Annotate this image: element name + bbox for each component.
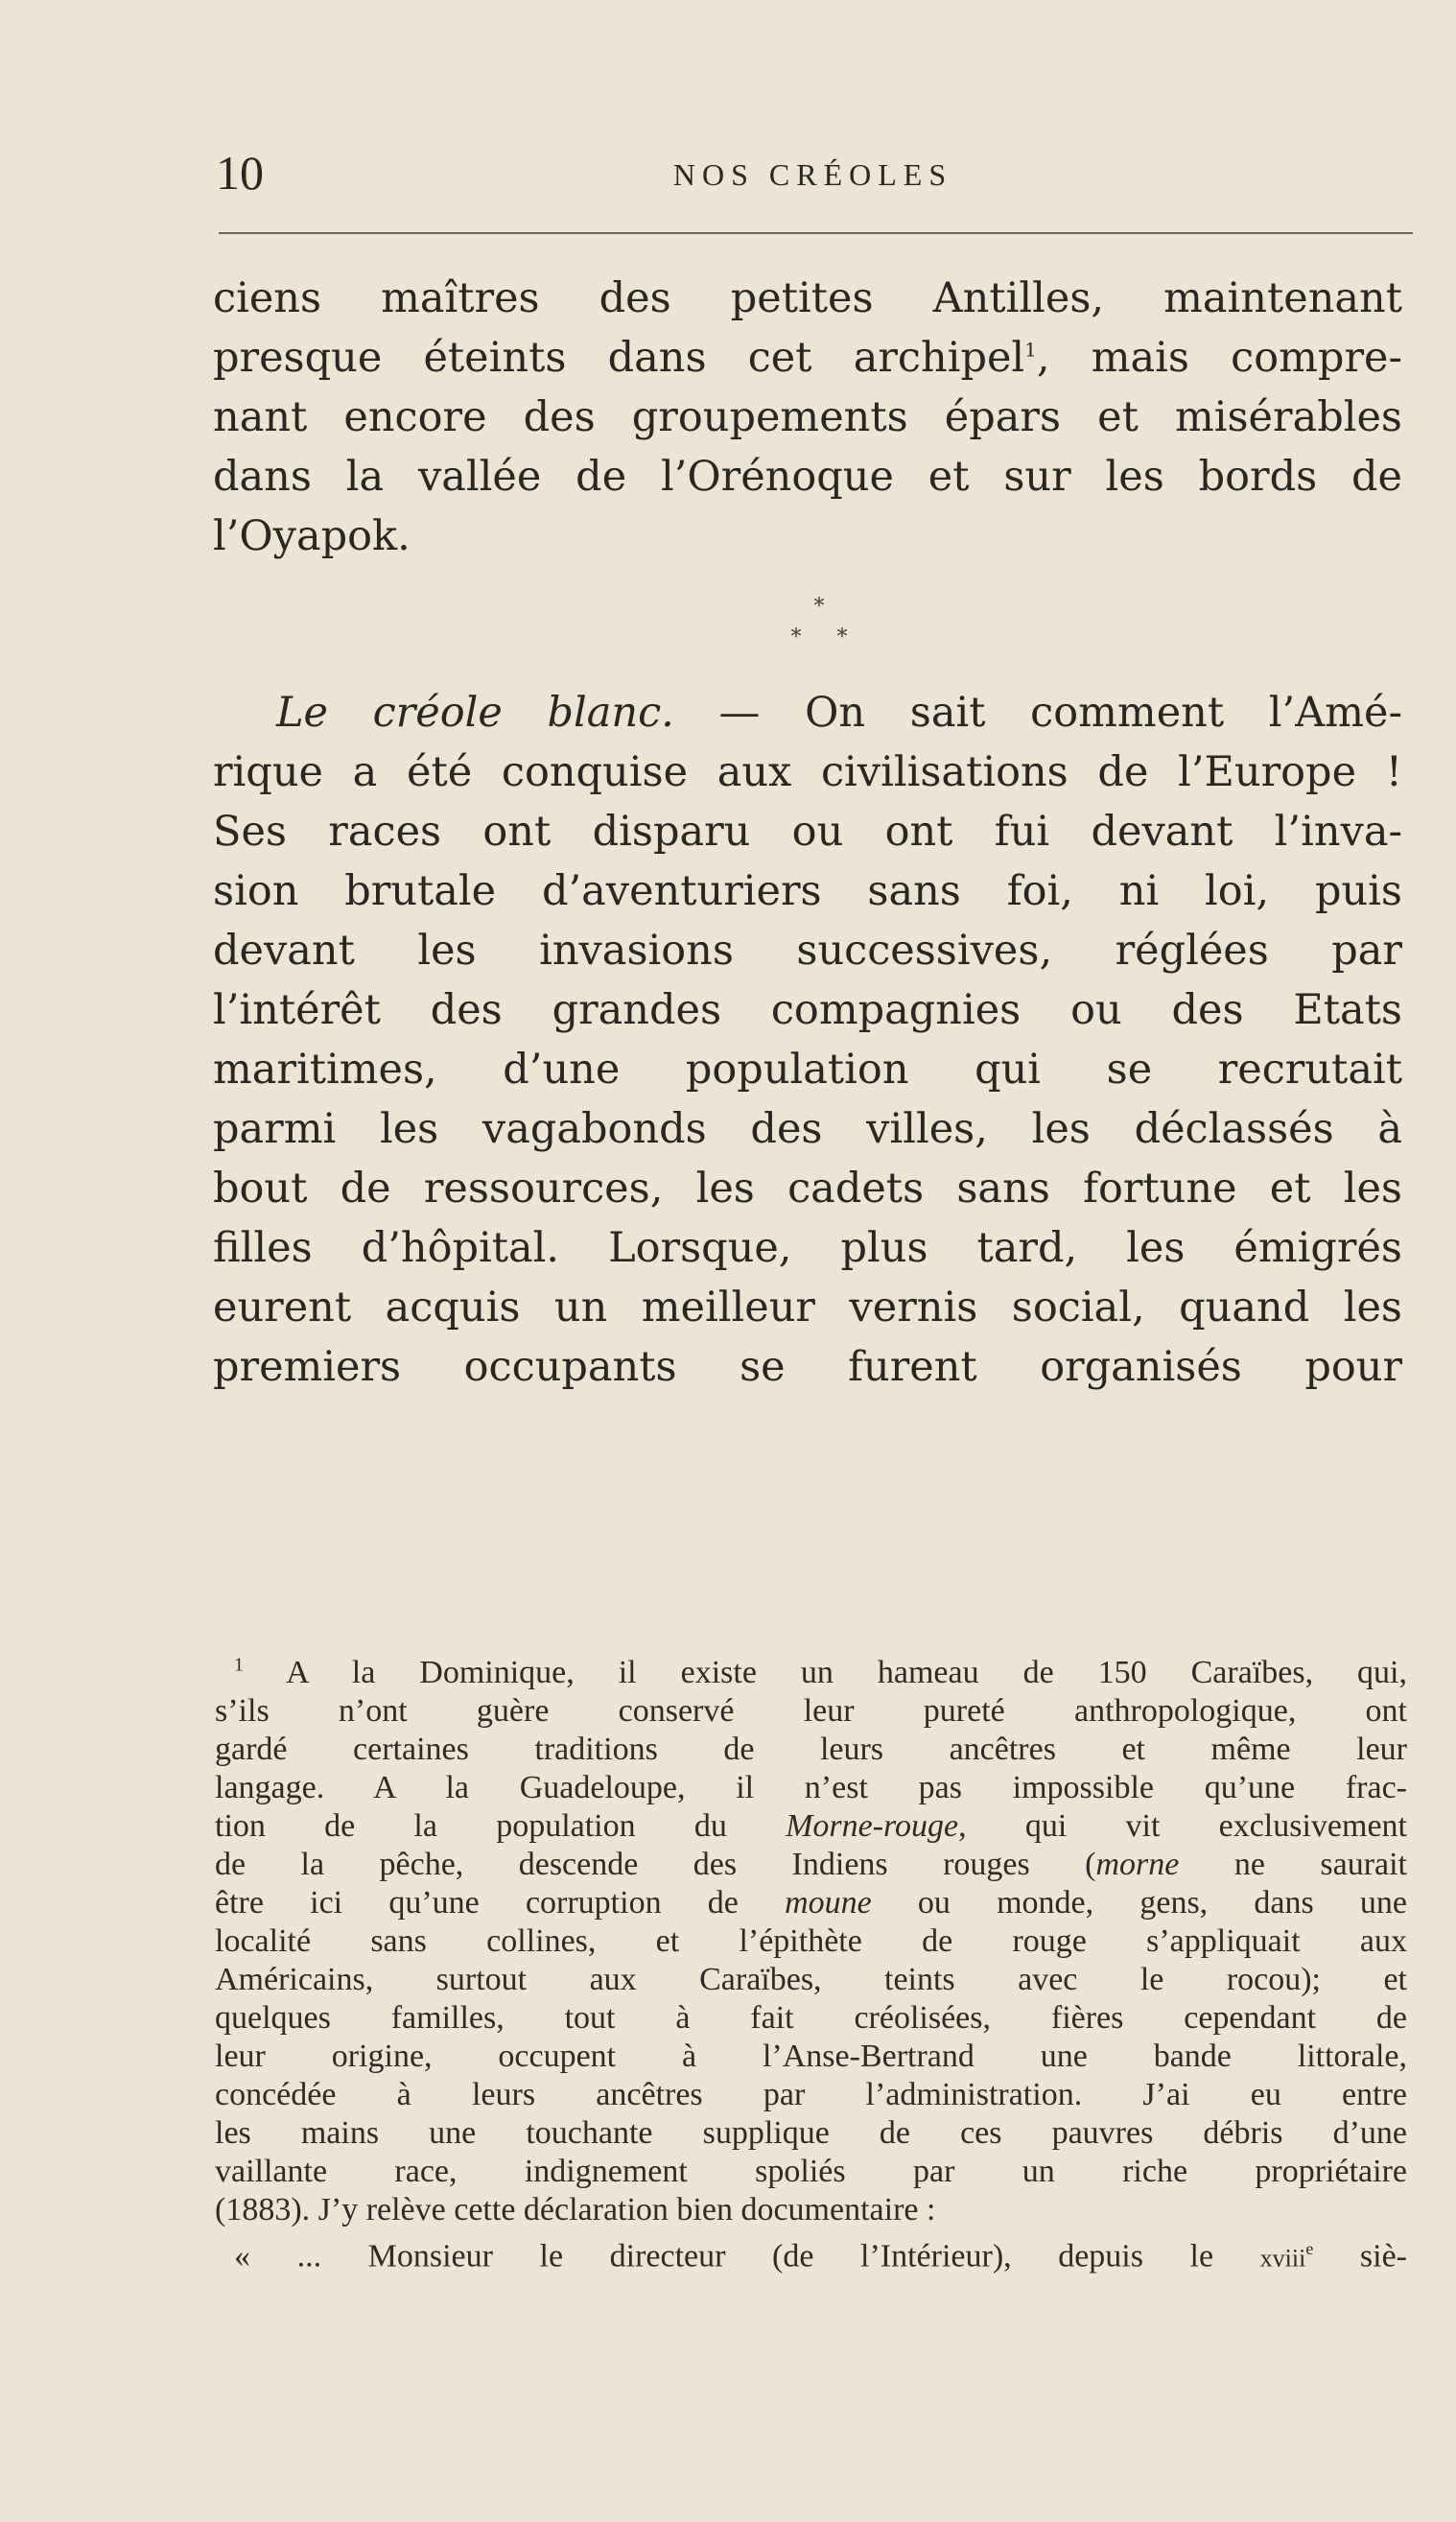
text-fragment: presque éteints dans cet archipel [213, 334, 1025, 382]
paragraph-2 [213, 683, 1402, 1397]
text-fragment: de la pêche, descende des Indiens rouges ( [215, 1847, 1096, 1882]
text-line: devant les invasions successives, réglées par [213, 927, 1402, 975]
header-rule [219, 232, 1413, 234]
footnote-line: vaillante race, indignement spoliés par un riche propriétaire [215, 2154, 1407, 2189]
paragraph-1 [213, 269, 1402, 566]
text-line [213, 683, 1402, 742]
footnote [215, 1654, 1407, 2277]
footnote-line: gardé certaines traditions de leurs ancêtres et même leur [215, 1732, 1407, 1767]
text-fragment: ne saurait [1179, 1847, 1407, 1882]
italic-place-name: Morne-rouge [786, 1808, 959, 1844]
text-line: sion brutale d’aventuriers sans foi, ni loi, puis [213, 867, 1402, 915]
asterism-star: * [813, 595, 825, 619]
text-line: l’intérêt des grandes compagnies ou des Etats [213, 986, 1402, 1034]
main-text [213, 269, 1402, 1397]
footnote-line: s’ils n’ont guère conservé leur pureté anthropologique, ont [215, 1693, 1407, 1729]
footnote-line [215, 1654, 1407, 1692]
page-header [216, 144, 1410, 201]
text-fragment: tion de la population du [215, 1808, 787, 1844]
footnote-reference: 1 [1024, 338, 1037, 362]
text-line: Ses races ont disparu ou ont fui devant l’inva- [213, 808, 1402, 856]
footnote-line: leur origine, occupent à l’Anse-Bertrand une bande littorale, [215, 2039, 1407, 2074]
asterism-star: * [790, 625, 802, 649]
footnote-line: quelques familles, tout à fait créolisées, fières cependant de [215, 2000, 1407, 2036]
asterism-star: * [836, 625, 848, 649]
page-number: 10 [216, 146, 264, 200]
section-label: Le créole blanc. [276, 689, 674, 737]
text-line: l’Oyapok. [213, 512, 411, 560]
text-line: nant encore des groupements épars et misérables [213, 393, 1402, 441]
text-line [213, 328, 1402, 388]
text-fragment: , qui vit exclusivement [958, 1808, 1407, 1844]
footnote-line: localité sans collines, et l’épithète de rouge s’appliquait aux [215, 1923, 1407, 1959]
text-line: eurent acquis un meilleur vernis social, quand les [213, 1284, 1402, 1332]
italic-term: morne [1095, 1847, 1180, 1882]
footnote-line: les mains une touchante supplique de ces pauvres débris d’une [215, 2115, 1407, 2151]
text-fragment: « ... Monsieur le directeur (de l’Intérieur), depuis le [234, 2238, 1260, 2275]
italic-term: moune [785, 1885, 872, 1921]
footnote-line: concédée à leurs ancêtres par l’administration. J’ai eu entre [215, 2077, 1407, 2112]
footnote-line [215, 1846, 1407, 1884]
text-fragment: — On sait comment l’Amé- [673, 689, 1402, 737]
text-fragment: A la Dominique, il existe un hameau de 150 Caraïbes, qui, [244, 1655, 1407, 1690]
text-fragment: ou monde, gens, dans une [871, 1885, 1407, 1921]
footnote-line [215, 1807, 1407, 1846]
superscript: e [1305, 2239, 1314, 2258]
footnote-line: Américains, surtout aux Caraïbes, teints avec le rocou); et [215, 1962, 1407, 1997]
footnote-mark: 1 [234, 1654, 244, 1676]
text-fragment: , mais compre- [1036, 334, 1402, 382]
asterism [213, 566, 1402, 683]
text-line: rique a été conquise aux civilisations de l’Europe ! [213, 748, 1402, 796]
text-fragment: siè- [1313, 2238, 1407, 2275]
text-line: premiers occupants se furent organisés pour [213, 1343, 1402, 1391]
text-line: maritimes, d’une population qui se recrutait [213, 1046, 1402, 1094]
footnote-line [215, 2229, 1407, 2277]
century-numeral: xviii [1259, 2244, 1306, 2273]
text-line: parmi les vagabonds des villes, les déclassés à [213, 1105, 1402, 1153]
footnote-line [215, 1884, 1407, 1922]
footnote-line: (1883). J’y relève cette déclaration bien documentaire : [215, 2192, 936, 2227]
text-line: bout de ressources, les cadets sans fortune et les [213, 1165, 1402, 1213]
footnote-line: langage. A la Guadeloupe, il n’est pas impossible qu’une frac- [215, 1770, 1407, 1805]
text-line: ciens maîtres des petites Antilles, maintenant [213, 274, 1402, 322]
text-line: filles d’hôpital. Lorsque, plus tard, les émigrés [213, 1224, 1402, 1272]
text-fragment: être ici qu’une corruption de [215, 1885, 786, 1921]
text-line: dans la vallée de l’Orénoque et sur les bords de [213, 453, 1402, 501]
running-title: NOS CRÉOLES [672, 157, 953, 192]
